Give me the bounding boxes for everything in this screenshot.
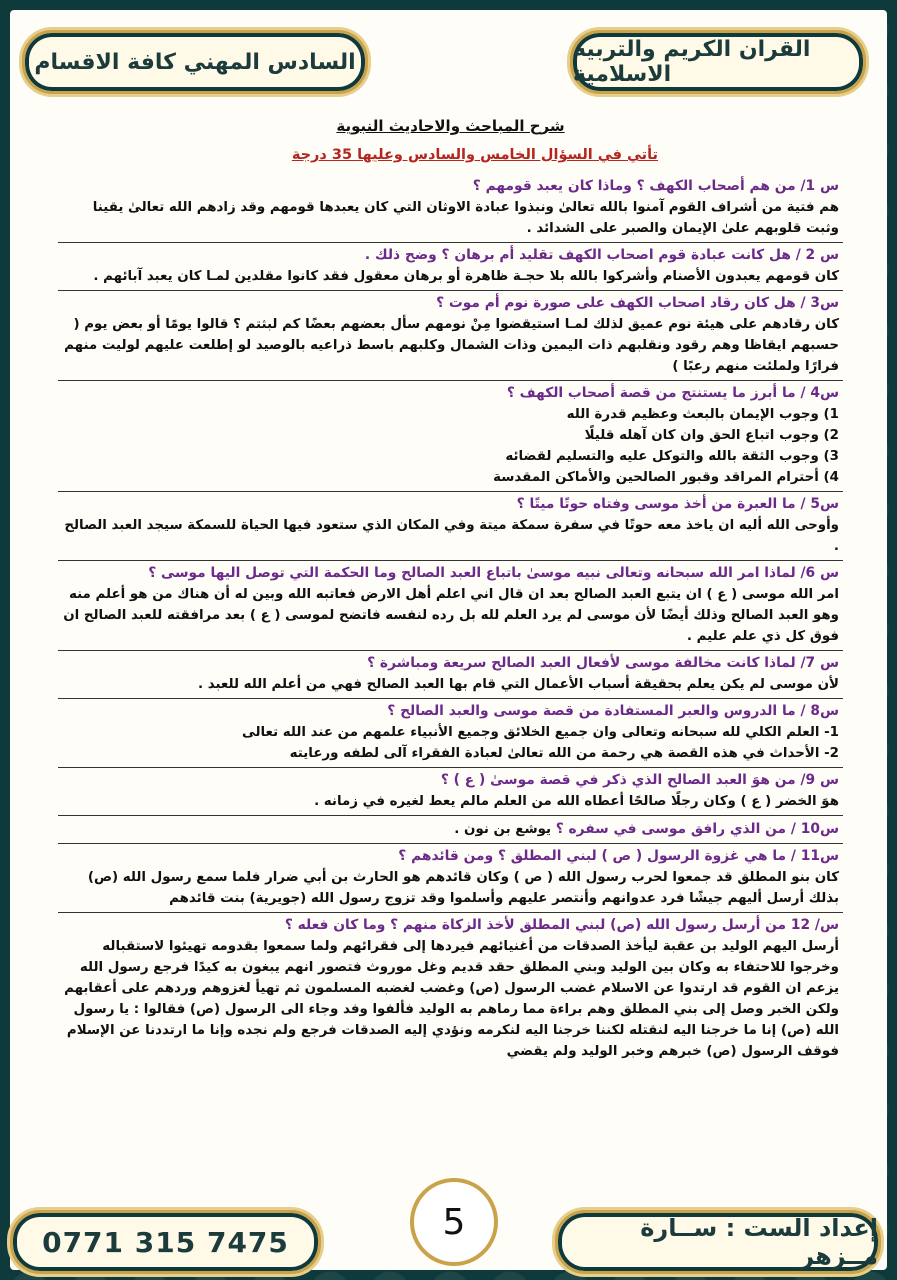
page-subtitle: تأتي في السؤال الخامس والسادس وعليها 35 درجة — [291, 147, 658, 163]
list-item: 1- العلم الكلي لله سبحانه وتعالى وان جميع الخلائق وجميع الأنبياء علمهم من عند الله تعالى — [241, 725, 839, 740]
answer: كان بنو المطلق قد جمعوا لحرب رسول الله ( ص ) وكان قائدهم هو الحارث بن أبي ضرار فلما سمع رسول الله (ص) بذلك أرسل أليهم جيشًا فرد عدوانهم وأنتصر عليهم وأسلموا وقد تزوج رسول الله (جويرية) بنت قائدهم — [87, 870, 839, 906]
author-credit: إعداد الست : ســارة مــزهر — [555, 1210, 881, 1274]
answer: كان رقادهم على هيئة نوم عميق لذلك لمـا استيقضوا مِنْ نومهم سأل بعضهم بعضًا كم لبثتم ؟ قالوا يومًا أو بعض يوم ( حسبهم ايقاظا وهم رقود ونقلبهم ذات اليمين وذات الشمال وكلبهم باسط ذراعيه بالوصيد لو إطلعت عليهم لوليت منهم فرارًا ولملئت منهم رعبًا ) — [64, 317, 839, 374]
answer: يوشع بن نون . — [454, 822, 552, 837]
answer: لأن موسى لم يكن يعلم بحقيقة أسباب الأعمال التي قام بها العبد الصالح فهي من أعلم الله للعبد . — [197, 677, 839, 692]
question: س 1/ من هم أصحاب الكهف ؟ وماذا كان يعبد قومهم ؟ — [472, 178, 839, 194]
page-title: شرح المباحث والاحاديث النبوية — [336, 117, 565, 135]
question: س11 / ما هي غزوة الرسول ( ص ) لبني المطلق ؟ ومن قائدهم ؟ — [398, 848, 839, 864]
grade-banner: السادس المهني كافة الاقسام — [22, 30, 368, 94]
question: س 2 / هل كانت عبادة قوم اصحاب الكهف تقليد أم برهان ؟ وضح ذلك . — [364, 247, 839, 263]
answer: هم فتية من أشراف القوم آمنوا بالله تعالىٰ ونبذوا عبادة الاوثان التي كان يعبدها قومهم وقد زادهم الله تعالىٰ يقينا وثبت قلوبهم علىٰ الإيمان والصبر على الشدائد . — [92, 200, 839, 236]
qa-item-6 — [58, 561, 843, 651]
question: س 6/ لماذا امر الله سبحانه وتعالى نبيه موسىٰ باتباع العبد الصالح وما الحكمة التي توصل اليها موسى ؟ — [148, 565, 839, 581]
question: س/ 12 من أرسل رسول الله (ص) لبني المطلق لأخذ الزكاة منهم ؟ وما كان فعله ؟ — [284, 917, 839, 933]
answer: وأوحى الله أليه ان ياخذ معه حوتًا في سفرة سمكة ميتة وفي المكان الذي ستعود فيها الحياة للسمكة سيجد العبد الصالح . — [64, 518, 839, 554]
page-number: 5 — [410, 1178, 498, 1266]
question: س3 / هل كان رقاد اصحاب الكهف على صورة نوم أم موت ؟ — [436, 295, 839, 311]
qa-item-8 — [58, 699, 843, 768]
list-item: 1) وجوب الإيمان بالبعث وعظيم قدرة الله — [566, 407, 839, 422]
qa-item-10 — [58, 816, 843, 844]
qa-item-11 — [58, 844, 843, 913]
list-item: 2- الأحداث في هذه القصة هي رحمة من الله تعالىٰ لعبادة الفقراء آلى لطفه ورعايته — [289, 746, 839, 761]
qa-item-9 — [58, 768, 843, 816]
qa-item-7 — [58, 651, 843, 699]
qa-item-5 — [58, 492, 843, 561]
question: س 9/ من هوَ العبد الصالح الذي ذكر في قصة موسىٰ ( ع ) ؟ — [440, 772, 839, 788]
list-item: 2) وجوب اتباع الحق وان كان آهله قليلًا — [584, 428, 839, 443]
answer: هوَ الخضر ( ع ) وكان رجلًا صالحًا أعطاه الله من العلم مالم يعط لغيره في زمانه . — [314, 794, 839, 809]
question: س5 / ما العبرة من أخذ موسى وفتاه حوتًا ميتًا ؟ — [516, 496, 839, 512]
qa-item-4 — [58, 381, 843, 492]
question: س10 / من الذي رافق موسى في سفره ؟ — [555, 821, 839, 837]
question: س8 / ما الدروس والعبر المستفادة من قصة موسى والعبد الصالح ؟ — [387, 703, 839, 719]
subject-banner: القران الكريم والتربية الاسلامية — [570, 30, 866, 94]
answer: كان قومهم يعبدون الأصنام وأشركوا بالله بلا حجـة ظاهرة أو برهان معقول فقد كانوا مقلدين لمـا كان يعبد آبائهم . — [93, 269, 839, 284]
answer: أرسل اليهم الوليد بن عقبة ليأخذ الصدقات من أغنيائهم فيردها إلى فقرائهم ولما سمعوا بقدومه تهيئوا لاستقباله وخرجوا للاحتفاء به وكان بين الوليد وبني المطلق حقد قديم وغل موروث فتصور انهم يبغون به كيدًا فرجع رسول الله يزعم ان القوم قد ارتدوا عن الاسلام غضب الرسول (ص) وغضب لغضبه المسلمون ثم تهيأ لغزوهم وردهم على أعقابهم ولكن الخبر وصل إلى بني المطلق وهم براءة مما رماهم به الوليد فألفوا وفد وجاء الى الرسول (ص) فقالوا : يا رسول الله (ص) إنا ما خرجنا اليه لنقتله لكننا خرجنا اليه لنكرمه ونؤدي إليه الصدقات فرجع ولم نجده وإنا ما ارتددنا عن الإسلام فوقف الرسول (ص) خبرهم وخبر الوليد ولم يقضي — [64, 939, 839, 1059]
document-content — [58, 112, 843, 1172]
list-item: 3) وجوب الثقة بالله والتوكل عليه والتسليم لقضائه — [505, 449, 839, 464]
question: س4 / ما أبرز ما يستنتج من قصة أصحاب الكهف ؟ — [506, 385, 839, 401]
qa-item-12 — [58, 913, 843, 1065]
list-item: 4) أحترام المراقد وقبور الصالحين والأماكن المقدسة — [493, 470, 839, 485]
question: س 7/ لماذا كانت مخالفة موسى لأفعال العبد الصالح سريعة ومباشرة ؟ — [367, 655, 839, 671]
qa-item-1 — [58, 174, 843, 243]
answer: امر الله موسى ( ع ) ان يتبع العبد الصالح بعد ان قال اني اعلم أهل الارض فعاتبه الله وبين له أن هناك من هو أعلم منه وهو العبد الصالح وذلك أيضًا لأن موسى لم يرد العلم لله بل رده لنفسه فاتضح لموسى ( ع ) بعد مرافقته للعبد الصالح ان فوق كل ذي علم عليم . — [63, 587, 839, 644]
qa-item-3 — [58, 291, 843, 381]
qa-item-2 — [58, 243, 843, 291]
phone-number: 0771 315 7475 — [10, 1210, 321, 1274]
